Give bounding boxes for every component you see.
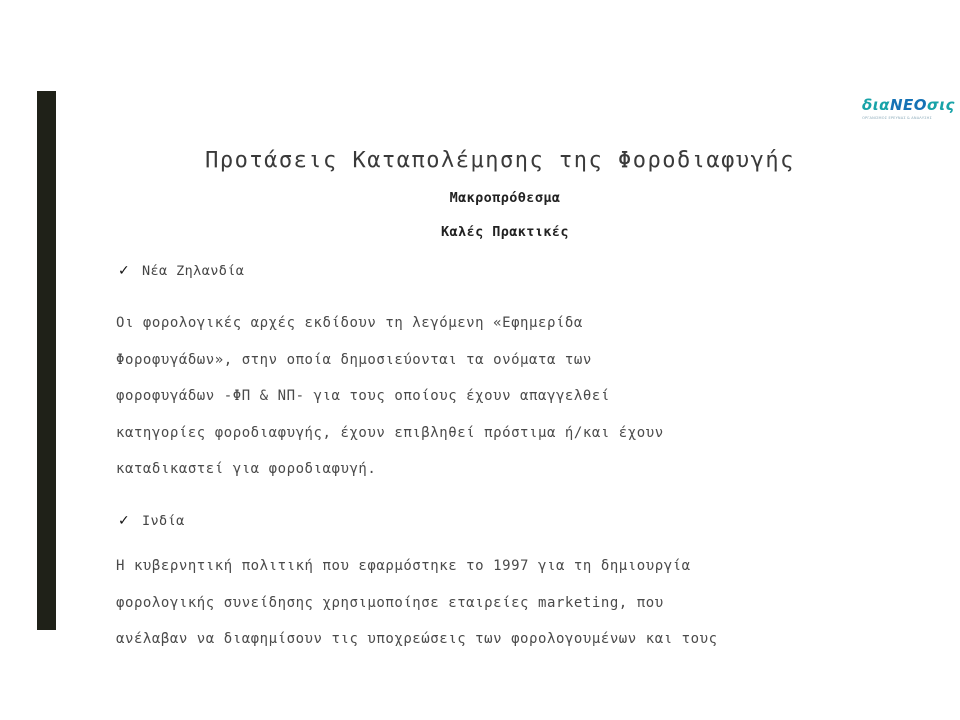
paragraph-line: καταδικαστεί για φοροδιαφυγή.: [116, 461, 377, 477]
section-paragraph-new-zealand: [116, 305, 900, 488]
section-paragraph-india: [116, 548, 900, 658]
paragraph-line: Οι φορολογικές αρχές εκδίδουν τη λεγόμενη «Εφημερίδα: [116, 315, 583, 331]
slide-title: Προτάσεις Καταπολέμησης της Φοροδιαφυγής: [205, 148, 795, 173]
logo-wordmark: διαNEOσις: [862, 96, 955, 114]
section-heading-india: ✓ Ινδία: [118, 513, 185, 529]
slide-subtitle-long-term: Μακροπρόθεσμα: [449, 190, 561, 206]
slide-subtitle-best-practices: Καλές Πρακτικές: [441, 224, 569, 240]
check-mark-icon: ✓: [118, 513, 131, 529]
check-mark-icon: ✓: [118, 263, 131, 279]
paragraph-line: κατηγορίες φοροδιαφυγής, έχουν επιβληθεί πρόστιμα ή/και έχουν: [116, 424, 664, 441]
paragraph-line: ανέλαβαν να διαφημίσουν τις υποχρεώσεις των φορολογουμένων και τους: [116, 631, 718, 647]
logo-tagline: ΟΡΓΑΝΙΣΜΟΣ ΕΡΕΥΝΑΣ & ΑΝΑΛΥΣΗΣ: [862, 116, 932, 120]
paragraph-line: Η κυβερνητική πολιτική που εφαρμόστηκε το 1997 για τη δημιουργία: [116, 558, 691, 574]
slide-content: [110, 140, 900, 647]
dianeosis-logo: [862, 96, 955, 130]
paragraph-line: φορολογικής συνείδησης χρησιμοποίησε εταιρείες marketing, που: [116, 594, 664, 611]
accent-bar: [37, 91, 56, 630]
paragraph-line: Φοροφυγάδων», στην οποία δημοσιεύονται τα ονόματα των: [116, 351, 592, 368]
section-heading-new-zealand: ✓ Νέα Ζηλανδία: [118, 263, 245, 279]
paragraph-line: φοροφυγάδων -ΦΠ & ΝΠ- για τους οποίους έχουν απαγγελθεί: [116, 388, 610, 404]
